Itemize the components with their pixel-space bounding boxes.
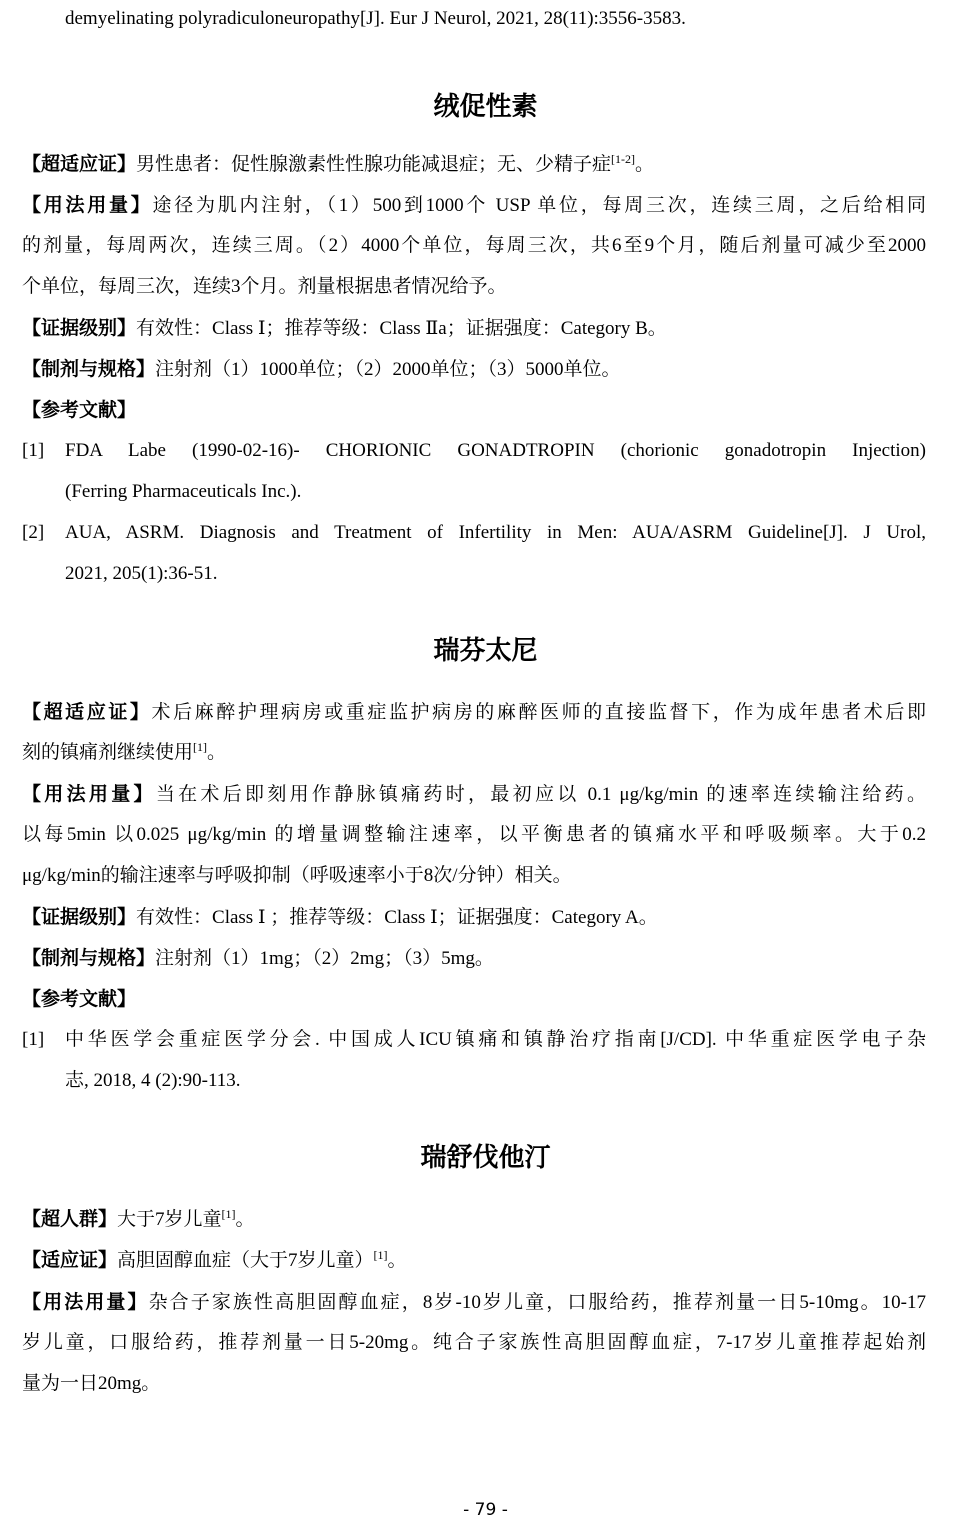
references-heading — [22, 397, 926, 424]
off-label-population-text: 大于7岁儿童 — [117, 1209, 222, 1230]
formulation-text: 注射剂（1）1000单位；（2）2000单位；（3）5000单位。 — [155, 359, 621, 380]
evidence-label: 【证据级别】 — [22, 317, 137, 339]
punctuation: 。 — [635, 154, 655, 175]
off-label-indication-text: 男性患者：促性腺激素性性腺功能减退症；无、少精子症 — [136, 154, 612, 175]
dosage-label: 【用法用量】 — [22, 1291, 149, 1313]
reference-number: [1] — [22, 1029, 45, 1050]
section-title-remifentanil: 瑞芬太尼 — [433, 636, 538, 666]
formulation-spec — [22, 945, 926, 972]
citation: [1-2] — [611, 152, 636, 166]
reference-number: [2] — [22, 522, 45, 543]
formulation-text: 注射剂（1）1mg；（2）2mg；（3）5mg。 — [155, 948, 494, 969]
dosage-text: 当在术后即刻用作静脉镇痛药时，最初应以 0.1 μg/kg/min 的速率连续输注给药。 — [155, 784, 926, 805]
punctuation: 。 — [207, 742, 227, 763]
indication — [22, 1247, 926, 1274]
citation: [1] — [193, 740, 208, 754]
references-heading — [22, 986, 926, 1013]
formulation-spec — [22, 356, 926, 383]
off-label-indication-label: 【超适应证】 — [22, 701, 152, 723]
off-label-indication-line-1 — [22, 699, 926, 726]
references-label: 【参考文献】 — [22, 399, 137, 421]
off-label-indication-text: 刻的镇痛剂继续使用 — [22, 742, 194, 763]
dosage-label: 【用法用量】 — [22, 783, 156, 805]
reference-line: 2021, 205(1):36-51. — [65, 563, 218, 584]
reference-line: 中华医学会重症医学分会. 中国成人ICU镇痛和镇静治疗指南[J/CD]. 中华重症医学电子杂 — [65, 1029, 926, 1050]
formulation-label: 【制剂与规格】 — [22, 358, 156, 380]
reference-line: AUA, ASRM. Diagnosis and Treatment of Infertility in Men: AUA/ASRM Guideline[J]. J Urol, — [65, 522, 926, 543]
off-label-indication-label: 【超适应证】 — [22, 153, 137, 175]
citation: [1] — [373, 1248, 388, 1262]
dosage-line-1 — [22, 1289, 926, 1316]
evidence-level — [22, 904, 926, 931]
punctuation: 。 — [235, 1209, 255, 1230]
off-label-population-label: 【超人群】 — [22, 1208, 118, 1230]
indication-label: 【适应证】 — [22, 1249, 118, 1271]
indication-text: 高胆固醇血症（大于7岁儿童） — [117, 1250, 374, 1271]
section-title-rosuvastatin: 瑞舒伐他汀 — [420, 1143, 551, 1173]
dosage-text: 途径为肌内注射，（1）500到1000个 USP 单位，每周三次，连续三周，之后给相同 — [152, 195, 926, 216]
dosage-line-3: 个单位，每周三次，连续3个月。剂量根据患者情况给予。 — [22, 276, 507, 297]
dosage-line-1 — [22, 192, 926, 219]
dosage-line-3: μg/kg/min的输注速率与呼吸抑制（呼吸速率小于8次/分钟）相关。 — [22, 865, 572, 886]
reference-line: FDA Labe (1990-02-16)- CHORIONIC GONADTROPIN (chorionic gonadotropin Injection) — [65, 440, 926, 461]
dosage-line-2: 以每5min 以0.025 μg/kg/min 的增量调整输注速率，以平衡患者的镇痛水平和呼吸频率。大于0.2 — [22, 824, 926, 845]
dosage-line-1 — [22, 781, 926, 808]
evidence-label: 【证据级别】 — [22, 906, 137, 928]
punctuation: 。 — [387, 1250, 407, 1271]
reference-line: 志, 2018, 4 (2):90-113. — [65, 1070, 241, 1091]
off-label-indication-line-2 — [22, 740, 926, 766]
previous-reference-tail: demyelinating polyradiculoneuropathy[J]. Eur J Neurol, 2021, 28(11):3556-3583. — [65, 8, 686, 29]
references-label: 【参考文献】 — [22, 988, 137, 1010]
off-label-population — [22, 1206, 926, 1233]
dosage-line-2: 岁儿童，口服给药，推荐剂量一日5-20mg。纯合子家族性高胆固醇血症，7-17岁儿童推荐起始剂 — [22, 1332, 926, 1353]
off-label-indication — [22, 151, 926, 178]
page-number: - 79 - — [463, 1500, 508, 1520]
dosage-line-2: 的剂量，每周两次，连续三周。（2）4000个单位，每周三次，共6至9个月，随后剂量可减少至2000 — [22, 235, 926, 256]
reference-line: (Ferring Pharmaceuticals Inc.). — [65, 481, 302, 502]
dosage-text: 杂合子家族性高胆固醇血症，8岁-10岁儿童，口服给药，推荐剂量一日5-10mg。10-17 — [148, 1292, 926, 1313]
dosage-line-3: 量为一日20mg。 — [22, 1373, 161, 1394]
evidence-level — [22, 315, 926, 342]
dosage-label: 【用法用量】 — [22, 194, 153, 216]
formulation-label: 【制剂与规格】 — [22, 947, 156, 969]
evidence-text: 有效性：Class Ⅰ ；推荐等级：Class Ⅰ；证据强度：Category A。 — [136, 907, 658, 928]
citation: [1] — [221, 1207, 236, 1221]
off-label-indication-text: 术后麻醉护理病房或重症监护病房的麻醉医师的直接监督下，作为成年患者术后即 — [151, 702, 926, 723]
reference-number: [1] — [22, 440, 45, 461]
section-title-hcg: 绒促性素 — [433, 92, 538, 122]
evidence-text: 有效性：Class Ⅰ；推荐等级：Class Ⅱa；证据强度：Category B。 — [136, 318, 667, 339]
